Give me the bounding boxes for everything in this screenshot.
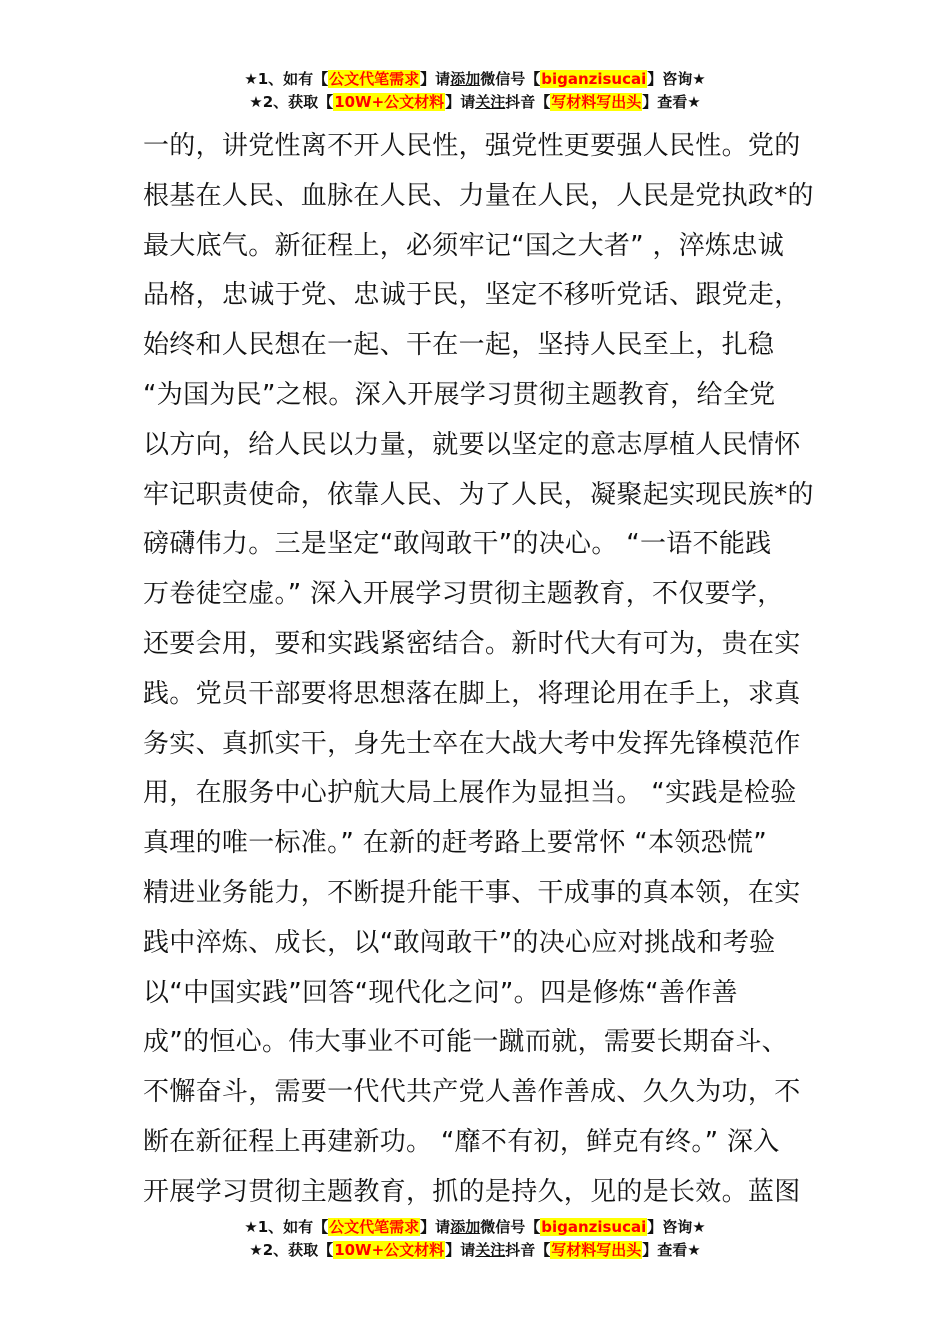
paragraph-line: 践中淬炼、成长，以“敢闯敢干”的决心应对挑战和考验 xyxy=(143,927,776,958)
banner-text: 抖音【 xyxy=(505,93,551,111)
highlight-service: 公文代笔需求 xyxy=(329,70,420,88)
highlight-douyin-account: 写材料写出头 xyxy=(551,1241,642,1259)
paragraph-line: 精进业务能力，不断提升能干事、干成事的真本领，在实 xyxy=(143,877,801,908)
paragraph-line: 务实、真抓实干，身先士卒在大战大考中发挥先锋模范作 xyxy=(143,728,801,759)
banner-text: ★2、获取【 xyxy=(249,1241,334,1259)
footer-banner xyxy=(0,1216,950,1262)
paragraph-line: 用，在服务中心护航大局上展作为显担当。 “实践是检验 xyxy=(143,778,797,809)
paragraph-line: 品格，忠诚于党、忠诚于民，坚定不移听党话、跟党走， xyxy=(143,280,801,311)
banner-text: 】请 xyxy=(420,1218,451,1236)
banner-text: 微信号【 xyxy=(480,1218,541,1236)
paragraph-line: 一的，讲党性离不开人民性，强党性更要强人民性。党的 xyxy=(143,131,801,161)
header-banner xyxy=(0,68,950,114)
paragraph-line: 万卷徒空虚。” 深入开展学习贯彻主题教育，不仅要学， xyxy=(143,579,784,610)
highlight-wechat-id: biganzisucai xyxy=(541,70,647,88)
highlight-materials: 10W+公文材料 xyxy=(334,93,445,111)
paragraph-line: 不懈奋斗，需要一代代共产党人善作善成、久久为功，不 xyxy=(143,1077,801,1108)
paragraph-line: 践。党员干部要将思想落在脚上，将理论用在手上，求真 xyxy=(143,678,801,709)
banner-text: 】查看★ xyxy=(642,1241,701,1259)
paragraph-line: 以“中国实践”回答“现代化之问”。四是修炼“善作善 xyxy=(143,977,738,1008)
banner-text: ★1、如有【 xyxy=(244,1218,329,1236)
banner-text: 】咨询★ xyxy=(647,70,706,88)
banner-text: 】请 xyxy=(420,70,451,88)
banner-text: 抖音【 xyxy=(505,1241,551,1259)
highlight-materials: 10W+公文材料 xyxy=(334,1241,445,1259)
paragraph-line: 成”的恒心。伟大事业不可能一蹴而就，需要长期奋斗、 xyxy=(143,1027,788,1058)
paragraph-line: 以方向，给人民以力量，就要以坚定的意志厚植人民情怀 xyxy=(143,429,801,460)
document-body xyxy=(143,122,813,1218)
paragraph-line: 根基在人民、血脉在人民、力量在人民，人民是党执政*的 xyxy=(143,180,814,211)
paragraph-line: 开展学习贯彻主题教育，抓的是持久，见的是长效。蓝图 xyxy=(143,1176,801,1207)
paragraph-line: 还要会用，要和实践紧密结合。新时代大有可为，贵在实 xyxy=(143,628,801,659)
banner-emphasis: 添加 xyxy=(450,1218,481,1236)
highlight-wechat-id: biganzisucai xyxy=(541,1218,647,1236)
banner-text: ★1、如有【 xyxy=(244,70,329,88)
highlight-douyin-account: 写材料写出头 xyxy=(551,93,642,111)
highlight-service: 公文代笔需求 xyxy=(329,1218,420,1236)
paragraph-line: 最大底气。新征程上，必须牢记“国之大者” ，淬炼忠诚 xyxy=(143,230,785,261)
banner-text: 】请 xyxy=(445,1241,476,1259)
paragraph-line: 始终和人民想在一起、干在一起，坚持人民至上，扎稳 xyxy=(143,330,775,361)
banner-line-2 xyxy=(0,91,950,114)
banner-text: 】查看★ xyxy=(642,93,701,111)
banner-line-2 xyxy=(0,1239,950,1262)
banner-emphasis: 添加 xyxy=(450,70,481,88)
paragraph-line: 牢记职责使命，依靠人民、为了人民，凝聚起实现民族*的 xyxy=(143,479,814,510)
paragraph-line: “为国为民”之根。深入开展学习贯彻主题教育，给全党 xyxy=(143,379,776,410)
banner-text: 】咨询★ xyxy=(647,1218,706,1236)
paragraph-line: 磅礴伟力。三是坚定“敢闯敢干”的决心。 “一语不能践 xyxy=(143,529,772,560)
banner-text: 微信号【 xyxy=(480,70,541,88)
banner-text: 】请 xyxy=(445,93,476,111)
banner-line-1 xyxy=(0,1216,950,1239)
banner-emphasis: 关注 xyxy=(475,93,506,111)
paragraph-line: 真理的唯一标准。” 在新的赶考路上要常怀 “本领恐慌” xyxy=(143,828,768,859)
paragraph-line: 断在新征程上再建新功。 “靡不有初，鲜克有终。” 深入 xyxy=(143,1126,780,1157)
banner-line-1 xyxy=(0,68,950,91)
banner-text: ★2、获取【 xyxy=(249,93,334,111)
banner-emphasis: 关注 xyxy=(475,1241,506,1259)
